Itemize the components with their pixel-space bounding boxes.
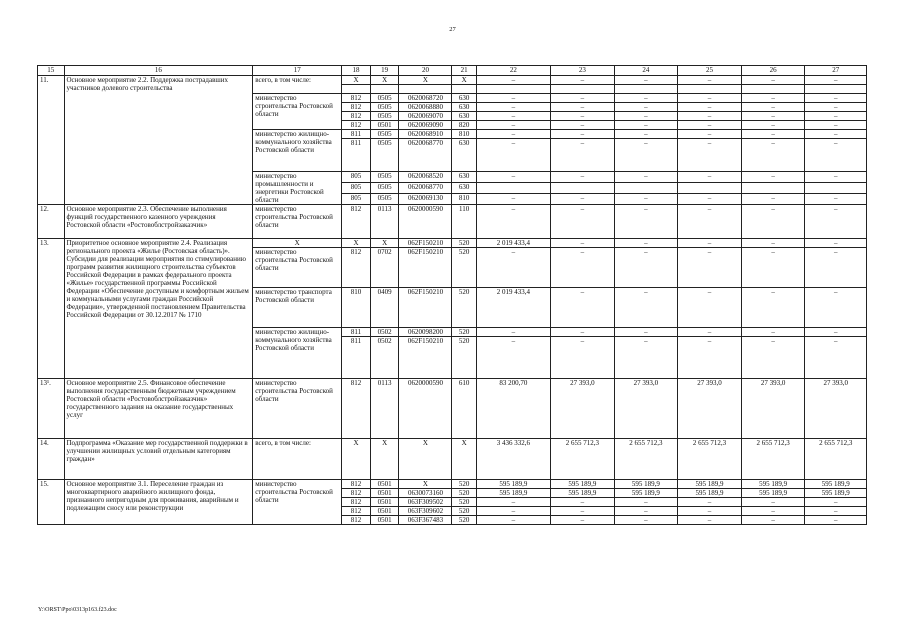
cell-value: – bbox=[678, 205, 742, 239]
executor: всего, в том числе: bbox=[253, 76, 342, 94]
header-row bbox=[38, 66, 867, 76]
cell-value: 2 655 712,3 bbox=[678, 438, 742, 479]
cell-grbs: 812 bbox=[342, 112, 371, 121]
cell-value: – bbox=[614, 121, 678, 130]
cell-value: – bbox=[805, 121, 867, 130]
cell-value: – bbox=[741, 506, 805, 515]
cell-value: – bbox=[551, 239, 615, 248]
table-row bbox=[38, 205, 867, 239]
cell-rzpr: 0113 bbox=[370, 205, 399, 239]
table-row bbox=[38, 239, 867, 248]
cell-value: – bbox=[476, 337, 550, 346]
cell-rzpr: 0113 bbox=[370, 378, 399, 438]
cell-value: 595 189,9 bbox=[551, 488, 615, 497]
executor: министерство транспорта Ростовской области bbox=[253, 288, 342, 328]
cell-vr: 610 bbox=[452, 378, 476, 438]
cell-value: – bbox=[678, 194, 742, 205]
cell-value: – bbox=[476, 328, 550, 337]
cell-rzpr: 0505 bbox=[370, 94, 399, 103]
cell-value: – bbox=[551, 121, 615, 130]
cell-csr: 0620068880 bbox=[399, 103, 452, 112]
cell-value: – bbox=[476, 130, 550, 139]
cell-value: – bbox=[614, 103, 678, 112]
cell-value: 595 189,9 bbox=[614, 479, 678, 488]
cell-value: 595 189,9 bbox=[678, 479, 742, 488]
cell-value: 3 436 332,6 bbox=[476, 438, 550, 479]
cell-rzpr: 0505 bbox=[370, 103, 399, 112]
cell-value: – bbox=[614, 94, 678, 103]
cell-value: – bbox=[805, 103, 867, 112]
cell-vr: X bbox=[452, 438, 476, 479]
cell-value: 2 019 433,4 bbox=[476, 239, 550, 248]
cell-vr: 110 bbox=[452, 205, 476, 239]
cell-grbs: 812 bbox=[342, 506, 371, 515]
page-number: 27 bbox=[449, 26, 456, 33]
cell-value: – bbox=[678, 130, 742, 139]
cell-value: – bbox=[741, 76, 805, 85]
cell-value: – bbox=[741, 112, 805, 121]
cell-rzpr: 0505 bbox=[370, 112, 399, 121]
cell-value: – bbox=[551, 94, 615, 103]
cell-value: – bbox=[614, 497, 678, 506]
cell-value: 2 655 712,3 bbox=[551, 438, 615, 479]
cell-vr: 810 bbox=[452, 194, 476, 205]
cell-value: – bbox=[614, 76, 678, 85]
cell-value: – bbox=[551, 139, 615, 148]
cell-csr: 0620069070 bbox=[399, 112, 452, 121]
cell-value: – bbox=[741, 205, 805, 239]
cell-value: – bbox=[741, 121, 805, 130]
cell-vr: X bbox=[452, 76, 476, 85]
cell-grbs: 812 bbox=[342, 479, 371, 488]
footer-file-path: Y:\ORST\Ppo\0313p163.f23.doc bbox=[38, 607, 117, 613]
cell-grbs: 812 bbox=[342, 488, 371, 497]
cell-vr: 520 bbox=[452, 239, 476, 248]
cell-value: – bbox=[551, 337, 615, 346]
cell-rzpr: 0501 bbox=[370, 479, 399, 488]
cell-grbs: 811 bbox=[342, 328, 371, 337]
cell-value: – bbox=[678, 139, 742, 148]
cell-csr: 0620000590 bbox=[399, 205, 452, 239]
cell-value: – bbox=[805, 497, 867, 506]
cell-value: 2 019 433,4 bbox=[476, 288, 550, 328]
cell-value: – bbox=[678, 172, 742, 183]
cell-value: 27 393,0 bbox=[551, 378, 615, 438]
cell-grbs: 812 bbox=[342, 378, 371, 438]
cell-vr: 520 bbox=[452, 288, 476, 328]
cell-csr: 0620098200 bbox=[399, 328, 452, 337]
cell-value: – bbox=[741, 172, 805, 183]
cell-csr: 0620068770 bbox=[399, 183, 452, 194]
cell-rzpr: 0702 bbox=[370, 248, 399, 288]
cell-value: – bbox=[805, 139, 867, 148]
cell-value: – bbox=[741, 515, 805, 524]
cell-value: 595 189,9 bbox=[678, 488, 742, 497]
cell-value: – bbox=[551, 205, 615, 239]
cell-rzpr: 0505 bbox=[370, 139, 399, 148]
cell-value: – bbox=[551, 328, 615, 337]
cell-rzpr: X bbox=[370, 76, 399, 85]
cell-value: – bbox=[476, 121, 550, 130]
cell-vr: 520 bbox=[452, 337, 476, 346]
table-row bbox=[38, 378, 867, 438]
cell-value: – bbox=[551, 130, 615, 139]
cell-vr: 630 bbox=[452, 94, 476, 103]
cell-vr: 630 bbox=[452, 183, 476, 194]
cell-vr: 630 bbox=[452, 103, 476, 112]
col-header: 19 bbox=[370, 66, 399, 76]
cell-value: – bbox=[476, 172, 550, 183]
col-header: 23 bbox=[551, 66, 615, 76]
cell-value: – bbox=[614, 288, 678, 328]
cell-csr: 0620068720 bbox=[399, 94, 452, 103]
cell-grbs: X bbox=[342, 239, 371, 248]
row-number: 11. bbox=[38, 76, 65, 205]
cell-csr: 062F150210 bbox=[399, 288, 452, 328]
cell-value: – bbox=[614, 337, 678, 346]
cell-vr: 630 bbox=[452, 172, 476, 183]
col-header: 16 bbox=[64, 66, 253, 76]
cell-value: – bbox=[805, 239, 867, 248]
cell-value: – bbox=[476, 112, 550, 121]
cell-value: – bbox=[805, 337, 867, 346]
executor: министерство жилищно-коммунального хозяйства Ростовской области bbox=[253, 130, 342, 172]
cell-value: 595 189,9 bbox=[614, 488, 678, 497]
event-name: Основное мероприятие 3.1. Переселение граждан из многоквартирного аварийного жилищного фонда, признанного непригодным для проживания, аварийным и подлежащим сносу или реконструкции bbox=[64, 479, 253, 524]
cell-value: – bbox=[678, 94, 742, 103]
cell-rzpr: 0501 bbox=[370, 506, 399, 515]
executor: министерство строительства Ростовской области bbox=[253, 479, 342, 524]
cell-value: – bbox=[476, 497, 550, 506]
executor: министерство строительства Ростовской области bbox=[253, 248, 342, 288]
cell-value: – bbox=[741, 103, 805, 112]
cell-value: 595 189,9 bbox=[805, 488, 867, 497]
cell-value: – bbox=[741, 288, 805, 328]
cell-value: – bbox=[741, 94, 805, 103]
cell-csr: X bbox=[399, 438, 452, 479]
cell-csr: 0620068520 bbox=[399, 172, 452, 183]
col-header: 17 bbox=[253, 66, 342, 76]
cell-rzpr: 0409 bbox=[370, 288, 399, 328]
event-name: Основное мероприятие 2.5. Финансовое обеспечение выполнения государственным бюджетным учреждением Ростовской области «Ростовоблстройзаказчик» государственного задания на оказание государственных услуг bbox=[64, 378, 253, 438]
cell-grbs: 811 bbox=[342, 337, 371, 346]
executor: министерство строительства Ростовской области bbox=[253, 378, 342, 438]
cell-value: – bbox=[805, 94, 867, 103]
row-number: 13. bbox=[38, 239, 65, 379]
cell-value: – bbox=[678, 506, 742, 515]
cell-rzpr: 0501 bbox=[370, 121, 399, 130]
cell-value: – bbox=[614, 205, 678, 239]
cell-value: – bbox=[741, 328, 805, 337]
cell-csr: 0620068910 bbox=[399, 130, 452, 139]
cell-grbs: 812 bbox=[342, 248, 371, 288]
cell-value: – bbox=[551, 172, 615, 183]
cell-rzpr: X bbox=[370, 438, 399, 479]
row-number: 15. bbox=[38, 479, 65, 524]
cell-vr: 520 bbox=[452, 515, 476, 524]
cell-value: – bbox=[805, 172, 867, 183]
cell-grbs: 805 bbox=[342, 172, 371, 183]
col-header: 26 bbox=[741, 66, 805, 76]
cell-value: 27 393,0 bbox=[805, 378, 867, 438]
cell-value: 83 200,70 bbox=[476, 378, 550, 438]
cell-csr: 062F150210 bbox=[399, 337, 452, 346]
cell-value: – bbox=[614, 130, 678, 139]
cell-csr: 0620000590 bbox=[399, 378, 452, 438]
row-number: 13¹. bbox=[38, 378, 65, 438]
cell-value: – bbox=[476, 515, 550, 524]
cell-value: – bbox=[551, 497, 615, 506]
cell-value: – bbox=[741, 139, 805, 148]
cell-value: – bbox=[678, 497, 742, 506]
cell-vr: 810 bbox=[452, 130, 476, 139]
cell-value: – bbox=[476, 103, 550, 112]
cell-value: – bbox=[476, 139, 550, 148]
cell-value: 2 655 712,3 bbox=[741, 438, 805, 479]
cell-value: – bbox=[614, 172, 678, 183]
cell-csr: 0620069130 bbox=[399, 194, 452, 205]
event-name: Приоритетное основное мероприятие 2.4. Реализация регионального проекта «Жилье (Ростовская область)». Субсидии для реализации мероприятия по стимулированию программ развития жилищного строительства субъектов Российской Федерации в рамках федерального проекта «Жилье» государственной программы Российской Федерации «Обеспечение доступным и комфортным жильем и коммунальными услугами граждан Российской Федерации», утвержденной постановлением Правительства Российской Федерации от 30.12.2017 № 1710 bbox=[64, 239, 253, 379]
cell-rzpr: 0505 bbox=[370, 172, 399, 183]
cell-grbs: 811 bbox=[342, 130, 371, 139]
cell-value: – bbox=[741, 497, 805, 506]
cell-value: – bbox=[678, 288, 742, 328]
cell-grbs: 812 bbox=[342, 103, 371, 112]
executor: X bbox=[253, 239, 342, 248]
cell-value: – bbox=[741, 130, 805, 139]
cell-vr: 520 bbox=[452, 497, 476, 506]
table-row bbox=[38, 76, 867, 85]
cell-value: – bbox=[678, 112, 742, 121]
cell-grbs: 812 bbox=[342, 515, 371, 524]
cell-rzpr: 0501 bbox=[370, 497, 399, 506]
cell-value: – bbox=[551, 288, 615, 328]
cell-vr: 520 bbox=[452, 479, 476, 488]
cell-value: – bbox=[678, 328, 742, 337]
executor: министерство строительства Ростовской области bbox=[253, 205, 342, 239]
cell-csr: X bbox=[399, 76, 452, 85]
cell-rzpr: 0505 bbox=[370, 130, 399, 139]
cell-value: 595 189,9 bbox=[805, 479, 867, 488]
cell-value: – bbox=[551, 194, 615, 205]
cell-value: – bbox=[805, 112, 867, 121]
cell-grbs: X bbox=[342, 438, 371, 479]
cell-vr: 520 bbox=[452, 488, 476, 497]
cell-rzpr: 0505 bbox=[370, 194, 399, 205]
budget-table bbox=[37, 65, 867, 525]
col-header: 24 bbox=[614, 66, 678, 76]
cell-rzpr: 0505 bbox=[370, 183, 399, 194]
cell-value: – bbox=[476, 248, 550, 288]
cell-value: – bbox=[805, 76, 867, 85]
cell-vr: 520 bbox=[452, 328, 476, 337]
cell-value: – bbox=[614, 328, 678, 337]
cell-value: 2 655 712,3 bbox=[614, 438, 678, 479]
cell-value: – bbox=[805, 515, 867, 524]
cell-grbs: 805 bbox=[342, 194, 371, 205]
cell-value: – bbox=[551, 112, 615, 121]
cell-rzpr: X bbox=[370, 239, 399, 248]
cell-csr: 063F367483 bbox=[399, 515, 452, 524]
cell-value: 595 189,9 bbox=[476, 479, 550, 488]
col-header: 22 bbox=[476, 66, 550, 76]
cell-value: – bbox=[551, 76, 615, 85]
executor: министерство жилищно-коммунального хозяйства Ростовской области bbox=[253, 328, 342, 379]
cell-value: – bbox=[551, 248, 615, 288]
cell-value: – bbox=[678, 337, 742, 346]
cell-value: – bbox=[614, 248, 678, 288]
event-name: Основное мероприятие 2.3. Обеспечение выполнения функций государственного казенного учреждения Ростовской области «Ростовоблстройзаказчик» bbox=[64, 205, 253, 239]
cell-value: 2 655 712,3 bbox=[805, 438, 867, 479]
cell-value: – bbox=[805, 248, 867, 288]
executor: министерство промышленности и энергетики Ростовской области bbox=[253, 172, 342, 205]
cell-value: – bbox=[678, 76, 742, 85]
cell-grbs: 811 bbox=[342, 139, 371, 148]
row-number: 14. bbox=[38, 438, 65, 479]
cell-value: 595 189,9 bbox=[476, 488, 550, 497]
executor: министерство строительства Ростовской области bbox=[253, 94, 342, 130]
cell-grbs: 812 bbox=[342, 497, 371, 506]
executor: всего, в том числе: bbox=[253, 438, 342, 479]
cell-grbs: 812 bbox=[342, 121, 371, 130]
cell-csr: 062F150210 bbox=[399, 239, 452, 248]
cell-value: – bbox=[476, 506, 550, 515]
cell-grbs: X bbox=[342, 76, 371, 85]
cell-value: – bbox=[805, 130, 867, 139]
cell-value: – bbox=[614, 194, 678, 205]
cell-value: – bbox=[805, 288, 867, 328]
cell-value: – bbox=[741, 337, 805, 346]
cell-rzpr: 0502 bbox=[370, 328, 399, 337]
cell-value: – bbox=[678, 103, 742, 112]
cell-csr: 0630073160 bbox=[399, 488, 452, 497]
cell-rzpr: 0501 bbox=[370, 488, 399, 497]
cell-grbs: 805 bbox=[342, 183, 371, 194]
cell-value: – bbox=[614, 515, 678, 524]
cell-value: – bbox=[678, 515, 742, 524]
cell-grbs: 812 bbox=[342, 205, 371, 239]
col-header: 20 bbox=[399, 66, 452, 76]
cell-value: – bbox=[805, 205, 867, 239]
cell-value: – bbox=[805, 194, 867, 205]
col-header: 15 bbox=[38, 66, 65, 76]
cell-value: – bbox=[741, 248, 805, 288]
cell-vr: 820 bbox=[452, 121, 476, 130]
table-row bbox=[38, 479, 867, 488]
cell-value: 27 393,0 bbox=[741, 378, 805, 438]
cell-value: 595 189,9 bbox=[741, 479, 805, 488]
cell-vr: 520 bbox=[452, 248, 476, 288]
cell-value: – bbox=[805, 506, 867, 515]
cell-value: – bbox=[678, 121, 742, 130]
cell-value: – bbox=[551, 506, 615, 515]
event-name: Подпрограмма «Оказание мер государственной поддержки в улучшении жилищных условий отдельным категориям граждан» bbox=[64, 438, 253, 479]
cell-grbs: 810 bbox=[342, 288, 371, 328]
cell-value: – bbox=[614, 112, 678, 121]
cell-rzpr: 0502 bbox=[370, 337, 399, 346]
row-number: 12. bbox=[38, 205, 65, 239]
cell-value: 27 393,0 bbox=[678, 378, 742, 438]
cell-value: – bbox=[678, 248, 742, 288]
cell-csr: 0620069090 bbox=[399, 121, 452, 130]
cell-value: – bbox=[551, 515, 615, 524]
cell-value: – bbox=[805, 328, 867, 337]
cell-vr: 630 bbox=[452, 112, 476, 121]
cell-value: – bbox=[614, 139, 678, 148]
cell-value: – bbox=[614, 506, 678, 515]
col-header: 27 bbox=[805, 66, 867, 76]
cell-value: – bbox=[476, 205, 550, 239]
cell-vr: 630 bbox=[452, 139, 476, 148]
cell-value: – bbox=[551, 103, 615, 112]
cell-value: – bbox=[476, 76, 550, 85]
cell-rzpr: 0501 bbox=[370, 515, 399, 524]
cell-value: 595 189,9 bbox=[741, 488, 805, 497]
cell-vr: 520 bbox=[452, 506, 476, 515]
table-row bbox=[38, 438, 867, 479]
event-name: Основное мероприятие 2.2. Поддержка пострадавших участников долевого строительства bbox=[64, 76, 253, 205]
cell-csr: 0620068770 bbox=[399, 139, 452, 148]
cell-grbs: 812 bbox=[342, 94, 371, 103]
cell-csr: 063F309602 bbox=[399, 506, 452, 515]
cell-value: – bbox=[741, 194, 805, 205]
cell-value: 595 189,9 bbox=[551, 479, 615, 488]
col-header: 18 bbox=[342, 66, 371, 76]
cell-value: – bbox=[476, 94, 550, 103]
cell-value: – bbox=[678, 239, 742, 248]
cell-value: – bbox=[741, 239, 805, 248]
cell-value: 27 393,0 bbox=[614, 378, 678, 438]
cell-csr: 062F150210 bbox=[399, 248, 452, 288]
cell-value: – bbox=[476, 194, 550, 205]
col-header: 21 bbox=[452, 66, 476, 76]
cell-value: – bbox=[614, 239, 678, 248]
col-header: 25 bbox=[678, 66, 742, 76]
cell-csr: 063F309502 bbox=[399, 497, 452, 506]
cell-csr: X bbox=[399, 479, 452, 488]
